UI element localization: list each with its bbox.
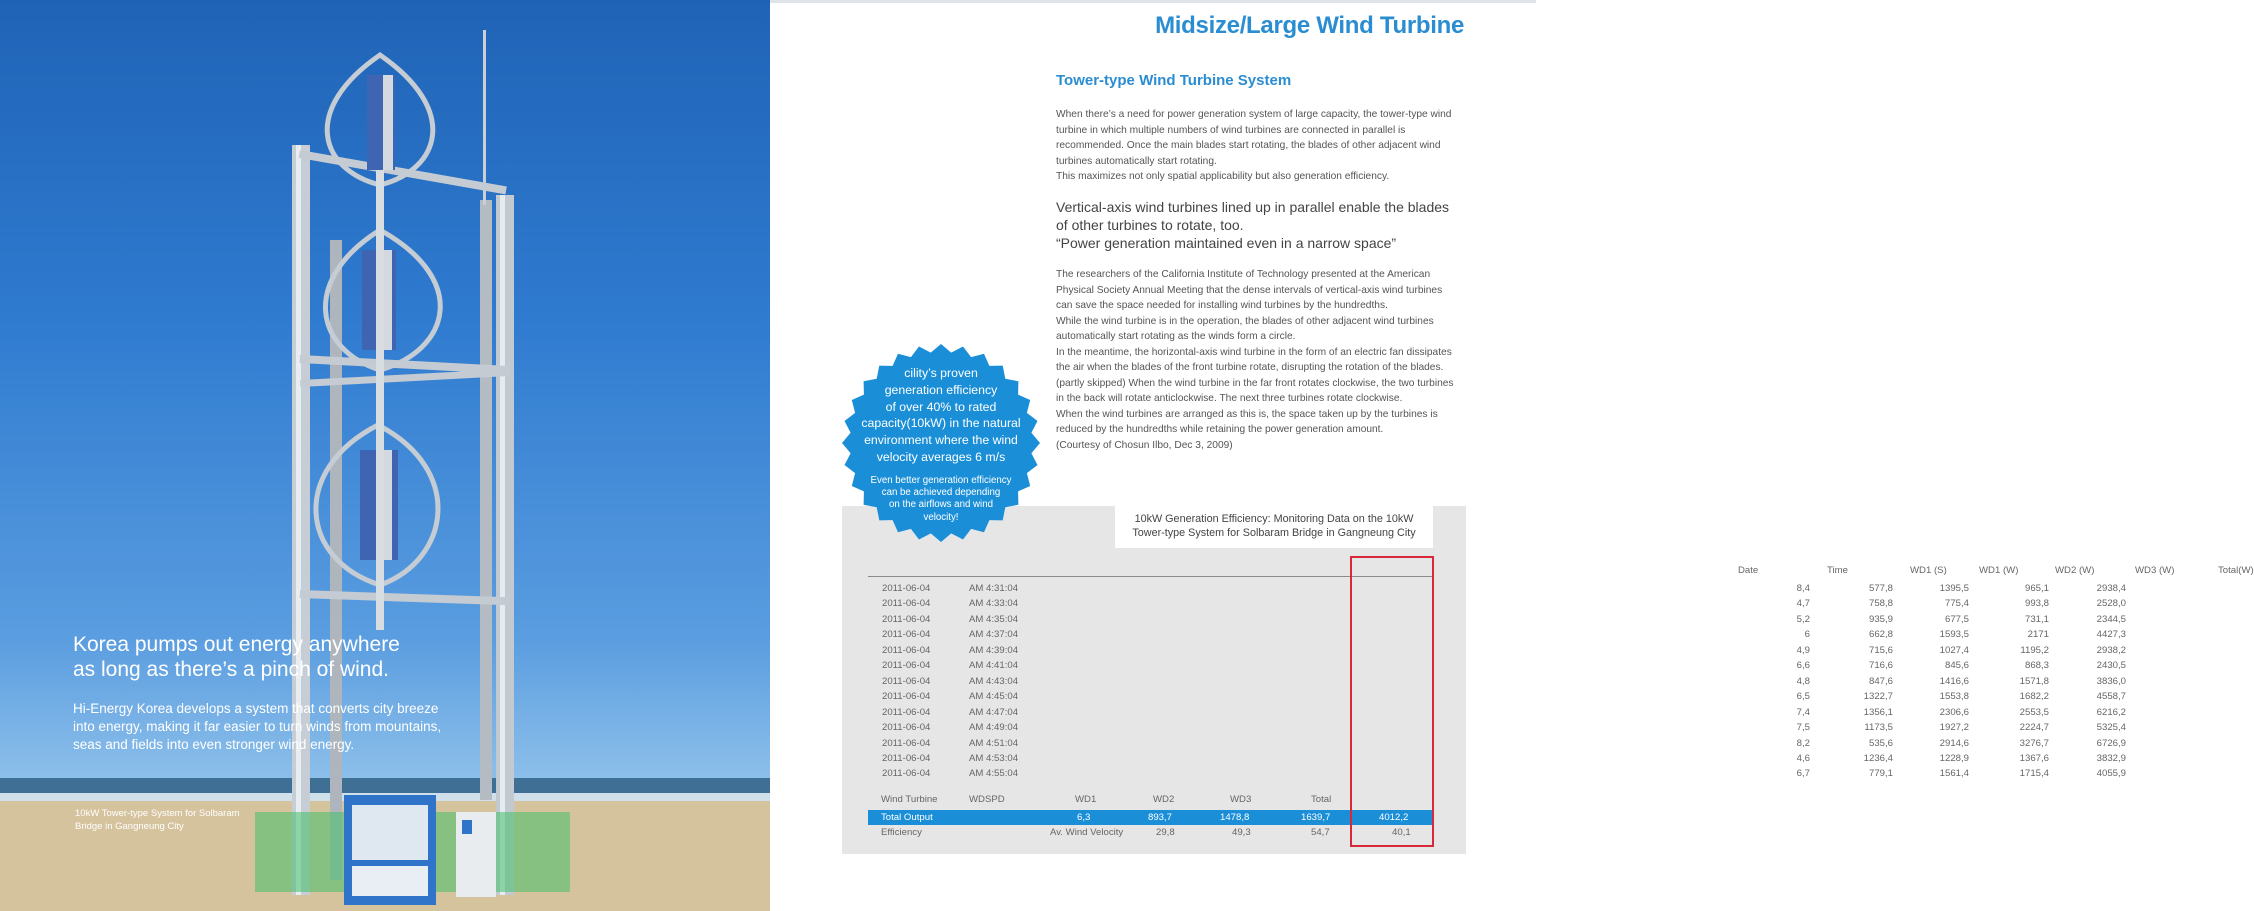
section-title: Tower-type Wind Turbine System <box>1056 72 1292 89</box>
cell-time: AM 4:51:04 <box>969 737 1019 749</box>
body-line: (partly skipped) When the wind turbine in the far front rotates clockwise, the two turbines <box>1056 377 1454 389</box>
cell-wd1-speed: 6,7 <box>1796 768 1810 780</box>
cell-wd1-power: 715,6 <box>1868 644 1893 656</box>
cell-wd3-power: 731,1 <box>2024 613 2049 625</box>
cell-date: 2011-06-04 <box>882 691 931 703</box>
cell-time: AM 4:33:04 <box>969 598 1019 610</box>
table-title-line: Tower-type System for Solbaram Bridge in Gangneung City <box>1132 527 1416 539</box>
body-line: automatically start rotating as the winds form a circle. <box>1056 331 1296 342</box>
efficiency-badge <box>841 343 1041 543</box>
quote-line: of other turbines to rotate, too. <box>1056 217 1244 233</box>
cell-wd1-power: 779,1 <box>1868 768 1893 780</box>
cell-wd2-power: 1593,5 <box>1939 629 1969 641</box>
efficiency-wd3: 54,7 <box>1311 827 1330 838</box>
cell-time: AM 4:49:04 <box>969 722 1019 734</box>
cell-wd2-power: 845,6 <box>1944 660 1969 672</box>
badge-line: environment where the wind <box>864 433 1018 448</box>
cell-wd1-power: 1173,5 <box>1864 722 1893 734</box>
photo-lead <box>73 700 493 754</box>
cell-time: AM 4:37:04 <box>969 629 1019 641</box>
cell-total-power: 3836,0 <box>2096 675 2126 687</box>
cell-wd1-speed: 5,2 <box>1796 613 1810 625</box>
top-rule <box>770 0 1536 3</box>
cell-wd3-power: 2171 <box>2027 629 2049 641</box>
total-output-label: Total Output <box>881 812 933 823</box>
cell-wd1-speed: 4,7 <box>1796 598 1810 610</box>
cell-total-power: 6726,9 <box>2096 737 2126 749</box>
cell-date: 2011-06-04 <box>882 644 931 656</box>
headline-line: as long as there’s a pinch of wind. <box>73 658 389 681</box>
cell-wd3-power: 1682,2 <box>2019 691 2049 703</box>
cell-wd2-power: 677,5 <box>1944 613 1969 625</box>
cell-wd1-speed: 8,4 <box>1796 583 1810 594</box>
cell-wd3-power: 1715,4 <box>2019 768 2049 780</box>
intro-line: turbine in which multiple numbers of wind turbines are connected in parallel is <box>1056 124 1406 136</box>
cell-time: AM 4:31:04 <box>969 583 1019 594</box>
cell-time: AM 4:55:04 <box>969 768 1019 780</box>
cell-wd1-speed: 8,2 <box>1796 737 1810 749</box>
headline-line: Korea pumps out energy anywhere <box>73 633 400 656</box>
cell-wd2-power: 775,4 <box>1944 598 1969 610</box>
intro-paragraph <box>1056 107 1466 185</box>
header-total: Total(W) <box>2218 565 2254 576</box>
table-title-line: 10kW Generation Efficiency: Monitoring Data on the 10kW <box>1134 513 1414 525</box>
photo-caption <box>75 807 240 833</box>
cell-wd1-power: 716,6 <box>1868 660 1893 672</box>
cell-date: 2011-06-04 <box>882 613 931 625</box>
cell-total-power: 2938,2 <box>2096 644 2126 656</box>
body-line: (Courtesy of Chosun Ilbo, Dec 3, 2009) <box>1056 439 1233 451</box>
cell-date: 2011-06-04 <box>882 675 931 687</box>
total-output-wd2: 1478,8 <box>1220 812 1250 823</box>
cell-total-power: 2528,0 <box>2096 598 2126 610</box>
cell-date: 2011-06-04 <box>882 598 931 610</box>
body-line: reduced by the hundredths while retaining the power generation amount. <box>1056 424 1384 435</box>
cell-total-power: 3832,9 <box>2096 752 2126 764</box>
cell-wd3-power: 2553,5 <box>2019 706 2049 718</box>
badge-sub-line: can be achieved depending <box>881 487 1001 499</box>
badge-line: cility’s proven <box>904 366 978 380</box>
body-line: When the wind turbines are arranged as this is, the space taken up by the turbines is <box>1056 408 1438 420</box>
header-wd1w: WD1 (W) <box>1979 565 2019 576</box>
intro-line: turbines automatically start rotating. <box>1056 155 1217 167</box>
intro-line: recommended. Once the main blades start rotating, the blades of other adjacent wind <box>1056 140 1441 151</box>
cell-wd3-power: 3276,7 <box>2019 737 2049 749</box>
badge-line: velocity averages 6 m/s <box>876 449 1006 464</box>
header-wd3w: WD3 (W) <box>2135 565 2175 576</box>
header-wd1s: WD1 (S) <box>1910 565 1947 576</box>
cell-wd1-power: 577,8 <box>1868 583 1893 594</box>
total-column-highlight <box>1350 556 1434 847</box>
total-output-wdspd: 6,3 <box>1077 812 1091 823</box>
cell-total-power: 2430,5 <box>2096 660 2126 672</box>
cell-time: AM 4:53:04 <box>969 752 1019 764</box>
caption-line: 10kW Tower-type System for Solbaram <box>75 808 240 819</box>
body-line: in the back will rotate anticlockwise. The next three turbines rotate clockwise. <box>1056 393 1403 404</box>
header-time: Time <box>1827 565 1848 576</box>
cell-total-power: 2344,5 <box>2096 613 2126 625</box>
photo-headline <box>73 632 593 682</box>
cell-wd1-speed: 7,5 <box>1796 722 1810 734</box>
cell-wd1-speed: 4,9 <box>1796 644 1810 656</box>
total-output-wd3: 1639,7 <box>1301 812 1331 823</box>
badge-sub-text <box>863 475 1019 524</box>
cell-date: 2011-06-04 <box>882 722 931 734</box>
cell-date: 2011-06-04 <box>882 629 931 641</box>
summary-header-wdspd: WDSPD <box>969 794 1005 805</box>
cell-wd1-power: 758,8 <box>1868 598 1893 610</box>
cell-wd1-power: 1236,4 <box>1863 752 1893 764</box>
lead-line: seas and fields into even stronger wind energy. <box>73 737 355 752</box>
summary-header-wd2: WD2 <box>1153 794 1175 805</box>
summary-header-turbine: Wind Turbine <box>881 794 938 805</box>
cell-wd2-power: 1927,2 <box>1939 722 1969 734</box>
cell-wd3-power: 868,3 <box>2024 660 2049 672</box>
pull-quote <box>1056 198 1476 252</box>
summary-header-wd3: WD3 <box>1230 794 1252 805</box>
summary-header-total: Total <box>1311 794 1332 805</box>
cell-wd1-power: 535,6 <box>1868 737 1893 749</box>
cell-date: 2011-06-04 <box>882 660 931 672</box>
page-title: Midsize/Large Wind Turbine <box>1155 12 1464 39</box>
cell-time: AM 4:47:04 <box>969 706 1019 718</box>
efficiency-row <box>868 826 1433 840</box>
cell-wd1-power: 662,8 <box>1868 629 1893 641</box>
body-line: The researchers of the California Institute of Technology presented at the American <box>1056 269 1431 280</box>
header-wd2w: WD2 (W) <box>2055 565 2095 576</box>
cell-total-power: 6216,2 <box>2096 706 2126 718</box>
cell-wd1-speed: 6 <box>1804 629 1810 641</box>
badge-line: of over 40% to rated <box>885 399 997 414</box>
intro-line: This maximizes not only spatial applicability but also generation efficiency. <box>1056 171 1390 182</box>
badge-line: capacity(10kW) in the natural <box>861 416 1021 431</box>
efficiency-wd1: 29,8 <box>1156 827 1175 838</box>
cell-wd1-speed: 6,6 <box>1796 660 1810 672</box>
cell-total-power: 5325,4 <box>2096 722 2126 734</box>
caption-line: Bridge in Gangneung City <box>75 821 184 832</box>
cell-wd3-power: 2224,7 <box>2019 722 2049 734</box>
summary-header-wd1: WD1 <box>1075 794 1097 805</box>
lead-line: Hi-Energy Korea develops a system that converts city breeze <box>73 701 439 716</box>
cell-wd3-power: 993,8 <box>2024 598 2049 610</box>
cell-wd1-power: 847,6 <box>1868 675 1893 687</box>
cell-wd2-power: 1416,6 <box>1939 675 1969 687</box>
cell-date: 2011-06-04 <box>882 583 931 594</box>
body-line: Physical Society Annual Meeting that the dense intervals of vertical-axis wind turbines <box>1056 284 1443 296</box>
cell-wd2-power: 1228,9 <box>1939 752 1969 764</box>
badge-line: generation efficiency <box>884 382 998 397</box>
total-output-total: 4012,2 <box>1379 812 1409 823</box>
cell-date: 2011-06-04 <box>882 706 931 718</box>
cell-wd1-power: 1356,1 <box>1863 706 1893 718</box>
body-line: can save the space needed for installing wind turbines by the hundredths. <box>1056 300 1388 311</box>
body-paragraph <box>1056 267 1466 453</box>
cell-total-power: 4427,3 <box>2096 629 2126 641</box>
cell-wd1-speed: 6,5 <box>1796 691 1810 703</box>
quote-line: Vertical-axis wind turbines lined up in parallel enable the blades <box>1056 199 1450 215</box>
cell-wd2-power: 2914,6 <box>1939 737 1969 749</box>
efficiency-av-wind: Av. Wind Velocity <box>1050 827 1124 838</box>
cell-date: 2011-06-04 <box>882 737 931 749</box>
table-title <box>1115 506 1433 548</box>
badge-sub-line: velocity! <box>923 511 959 523</box>
efficiency-label: Efficiency <box>881 827 922 838</box>
cell-wd1-speed: 7,4 <box>1796 706 1810 718</box>
header-date: Date <box>1738 565 1759 576</box>
cell-wd2-power: 1553,8 <box>1939 691 1969 703</box>
quote-line: “Power generation maintained even in a narrow space” <box>1056 235 1397 251</box>
cell-wd2-power: 2306,6 <box>1939 706 1969 718</box>
cell-time: AM 4:45:04 <box>969 691 1019 703</box>
badge-main-text <box>859 365 1023 466</box>
cell-total-power: 4055,9 <box>2096 768 2126 780</box>
cell-date: 2011-06-04 <box>882 768 931 780</box>
cell-wd1-speed: 4,8 <box>1796 675 1810 687</box>
cell-wd2-power: 1395,5 <box>1939 583 1969 594</box>
cell-time: AM 4:39:04 <box>969 644 1019 656</box>
total-output-wd1: 893,7 <box>1148 812 1173 823</box>
badge-sub-line: Even better generation efficiency <box>870 475 1012 486</box>
cell-wd1-speed: 4,6 <box>1796 752 1810 764</box>
tower-illustration <box>0 0 770 911</box>
body-line: In the meantime, the horizontal-axis wind turbine in the form of an electric fan dissipates <box>1056 346 1452 358</box>
turbine-photo <box>0 0 770 911</box>
body-line: While the wind turbine is in the operation, the blades of other adjacent wind turbines <box>1056 315 1434 327</box>
cell-wd3-power: 1367,6 <box>2019 752 2049 764</box>
cell-time: AM 4:35:04 <box>969 613 1019 625</box>
intro-line: When there’s a need for power generation system of large capacity, the tower-type wind <box>1056 109 1452 120</box>
cell-total-power: 2938,4 <box>2096 583 2126 594</box>
body-line: the air when the blades of the front turbine rotate, disrupting the rotation of the blades. <box>1056 362 1444 373</box>
cell-wd3-power: 1571,8 <box>2019 675 2049 687</box>
cell-wd2-power: 1561,4 <box>1939 768 1969 780</box>
efficiency-wd2: 49,3 <box>1232 827 1251 838</box>
efficiency-total: 40,1 <box>1392 827 1411 838</box>
cell-wd2-power: 1027,4 <box>1939 644 1969 656</box>
table-header-row <box>868 560 1433 577</box>
cell-wd3-power: 1195,2 <box>2020 644 2049 656</box>
cell-date: 2011-06-04 <box>882 752 931 764</box>
badge-sub-line: on the airflows and wind <box>889 499 993 511</box>
lead-line: into energy, making it far easier to turn winds from mountains, <box>73 719 442 734</box>
cell-wd1-power: 935,9 <box>1868 613 1893 625</box>
cell-wd3-power: 965,1 <box>2024 583 2049 594</box>
cell-total-power: 4558,7 <box>2096 691 2126 703</box>
cell-time: AM 4:43:04 <box>969 675 1019 687</box>
cell-wd1-power: 1322,7 <box>1863 691 1893 703</box>
cell-time: AM 4:41:04 <box>969 660 1019 672</box>
